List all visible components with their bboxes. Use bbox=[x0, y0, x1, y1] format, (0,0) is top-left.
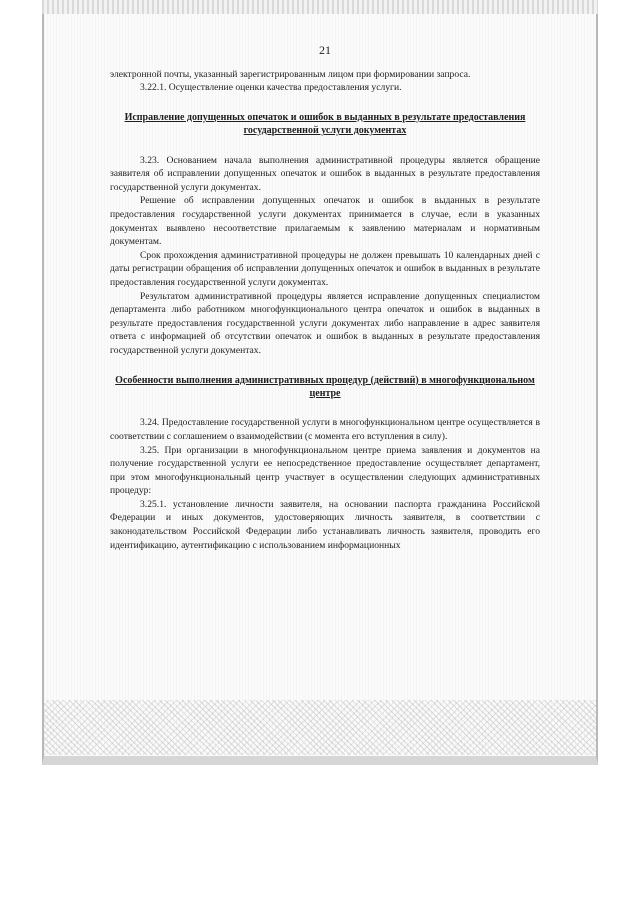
paragraph-correction-term: Срок прохождения административной процедуры не должен превышать 10 календарных дней с даты регистрации обращения об исправлении допущенных опечаток и ошибок в выданных в результате предоставления государственной услуги документах. bbox=[110, 249, 540, 288]
page-number: 21 bbox=[319, 43, 331, 57]
paragraph-3-25: 3.25. При организации в многофункциональном центре приема заявления и документов на получение государственной услуги ее непосредственное предоставление осуществляет департамент, при этом многофункциональный центр участвует в осуществлении следующих административных процедур: bbox=[110, 444, 540, 497]
paragraph-3-24: 3.24. Предоставление государственной услуги в многофункциональном центре осуществляется в соответствии с соглашением о взаимодействии (с момента его вступления в силу). bbox=[110, 417, 540, 442]
paragraph-3-22-1: 3.22.1. Осуществление оценки качества предоставления услуги. bbox=[140, 82, 402, 94]
document-page bbox=[110, 44, 540, 552]
paragraph-correction-decision: Решение об исправлении допущенных опечаток и ошибок в выданных в результате предоставления государственной услуги документах принимается в случае, если в указанных документах выявлено несоответствие прилагаемым к заявлению материалам и нормативным документам. bbox=[110, 195, 540, 248]
paragraph-3-25-1: 3.25.1. установление личности заявителя, на основании паспорта гражданина Российской Федерации и иных документов, удостоверяющих личность заявителя, в соответствии с законодательством Российской Федерации либо устанавливать личность заявителя, проводить его идентификацию, аутентификацию с использованием информационных bbox=[110, 498, 540, 551]
heading-corrections: Исправление допущенных опечаток и ошибок в выданных в результате предоставления государственной услуги документах bbox=[124, 111, 526, 137]
paragraph-correction-result: Результатом административной процедуры является исправление допущенных специалистом департамента либо работником многофункционального центра опечаток и ошибок в выданных в результате предоставления государственной услуги документах либо направление в адрес заявителя ответа с информацией об отсутствии опечаток и ошибок в выданных в результате предоставления государственной услуги документах. bbox=[110, 290, 540, 356]
heading-mfc-features: Особенности выполнения административных процедур (действий) в многофункциональном центре bbox=[115, 374, 535, 399]
scan-noise-band bbox=[44, 700, 596, 755]
paragraph-email-continuation: электронной почты, указанный зарегистрированным лицом при формировании запроса. bbox=[110, 68, 471, 80]
paragraph-3-23: 3.23. Основанием начала выполнения административной процедуры является обращение заявителя об исправлении допущенных опечаток и ошибок в выданных в результате предоставления государственной услуги документах. bbox=[110, 154, 540, 193]
scan-top-edge bbox=[42, 0, 598, 14]
